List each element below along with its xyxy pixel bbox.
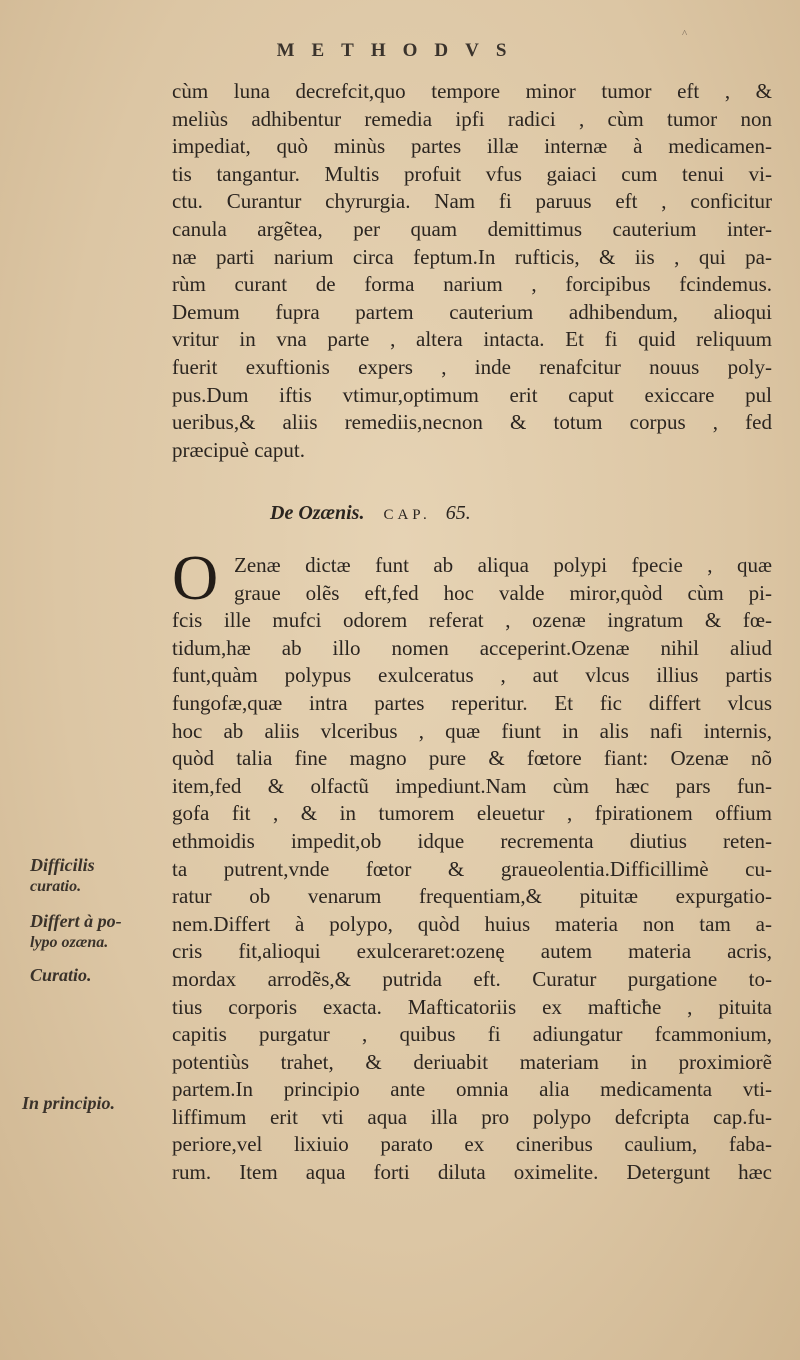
text-line: mordax arrodẽs,& putrida eft. Curatur purgatione to- xyxy=(172,966,772,991)
text-line: item,fed & olfactũ impediunt.Nam cùm hæc pars fun- xyxy=(172,773,772,798)
drop-cap: O xyxy=(172,542,219,613)
margin-note-line: Curatio. xyxy=(30,965,92,985)
text-line: cris fit,alioqui exulceraret:ozenę autem materia acris, xyxy=(172,939,772,964)
text-line: fungofæ,quæ intra partes reperitur. Et fic differt vlcus xyxy=(172,690,772,715)
margin-note-line: lypo ozæna. xyxy=(30,934,109,951)
text-line: vritur in vna parte , altera intacta. Et fi quid reliquum xyxy=(172,327,772,352)
margin-note-in-principio xyxy=(22,1092,115,1114)
text-line: quòd talia fine magno pure & fœtore fiant: Ozenæ nõ xyxy=(172,746,772,771)
chapter-number: 65. xyxy=(445,502,471,524)
text-line: ctu. Curantur chyrurgia. Nam fi paruus eft , conficitur xyxy=(172,189,772,214)
chapter-cap-label: CAP. xyxy=(383,507,431,523)
text-line: gofa fit , & in tumorem eleuetur , fpirationem offium xyxy=(172,801,772,826)
margin-note-line: Difficilis xyxy=(30,855,95,875)
text-line: pus.Dum iftis vtimur,optimum erit caput exiccare pul xyxy=(172,382,772,407)
text-line: cùm luna decrefcit,quo tempore minor tumor eft , & xyxy=(172,79,772,103)
text-line: graue olẽs eft,fed hoc valde miror,quòd cùm pi- xyxy=(234,580,772,605)
text-line: præcipuè caput. xyxy=(172,437,305,462)
text-line: ueribus,& aliis remediis,necnon & totum corpus , fed xyxy=(172,410,772,435)
text-line: fuerit exuftionis expers , inde renafcitur nouus poly- xyxy=(172,354,772,379)
text-line: meliùs adhibentur remedia ipfi radici , cùm tumor non xyxy=(172,106,772,131)
text-line: Demum fupra partem cauterium adhibendum, alioqui xyxy=(172,299,772,324)
text-line: ta putrent,vnde fœtor & graueolentia.Difficillimè cu- xyxy=(172,856,772,881)
text-line: funt,quàm polypus exulceratus , aut vlcus illius partis xyxy=(172,663,772,688)
text-line: periore,vel lixiuio parato ex cineribus caulium, faba- xyxy=(172,1132,772,1157)
text-line: potentiùs trahet, & deriuabit materiam in proximiorẽ xyxy=(172,1049,772,1074)
text-line: rùm curant de forma narium , forcipibus fcindemus. xyxy=(172,272,772,297)
margin-note-line: In principio. xyxy=(22,1093,116,1113)
text-line: tidum,hæ ab illo nomen acceperint.Ozenæ nihil aliud xyxy=(172,635,772,660)
text-line: partem.In principio ante omnia alia medicamenta vti- xyxy=(172,1077,772,1102)
margin-note-difficilis xyxy=(30,854,95,898)
text-line: tius corporis exacta. Mafticatoriis ex mafticħe , pituita xyxy=(172,994,772,1019)
running-head: METHODVS xyxy=(276,40,524,61)
chapter-body xyxy=(172,542,772,1187)
chapter-title: De Ozænis. xyxy=(270,502,365,524)
text-line: impediat, quò minùs partes illæ internæ à medicamen- xyxy=(172,134,772,159)
text-line: hoc ab aliis vlceribus , quæ fiunt in alis nafi internis, xyxy=(172,718,772,743)
margin-note-line: curatio. xyxy=(30,878,82,895)
text-line: rum. Item aqua forti diluta oximelite. Detergunt hæc xyxy=(172,1160,772,1185)
text-line: nem.Differt à polypo, quòd huius materia non tam a- xyxy=(172,911,772,936)
text-line: næ parti narium circa feptum.In rufticis, & iis , qui pa- xyxy=(172,244,772,269)
text-line: canula argẽtea, per quam demittimus cauterium inter- xyxy=(172,216,772,241)
chapter-heading xyxy=(270,502,670,525)
text-line: ethmoidis impedit,ob idque recrementa diutius reten- xyxy=(172,828,772,853)
corner-mark: ^ xyxy=(682,28,688,40)
margin-note-line: Differt à po- xyxy=(30,911,122,931)
text-line: ratur ob venarum frequentiam,& pituitæ expurgatio- xyxy=(172,884,772,909)
text-line: capitis purgatur , quibus fi adiungatur fcammonium, xyxy=(172,1022,772,1047)
text-line: Zenæ dictæ funt ab aliqua polypi fpecie , quæ xyxy=(234,553,772,577)
text-line: tis tangantur. Multis profuit vfus gaiaci cum tenui vi- xyxy=(172,161,772,186)
margin-note-differt xyxy=(30,910,122,954)
margin-note-curatio xyxy=(30,964,92,986)
text-line: fcis ille mufci odorem referat , ozenæ ingratum & fœ- xyxy=(172,608,772,633)
top-paragraph xyxy=(172,78,772,464)
text-line: liffimum erit vti aqua illa pro polypo defcripta cap.fu- xyxy=(172,1104,772,1129)
